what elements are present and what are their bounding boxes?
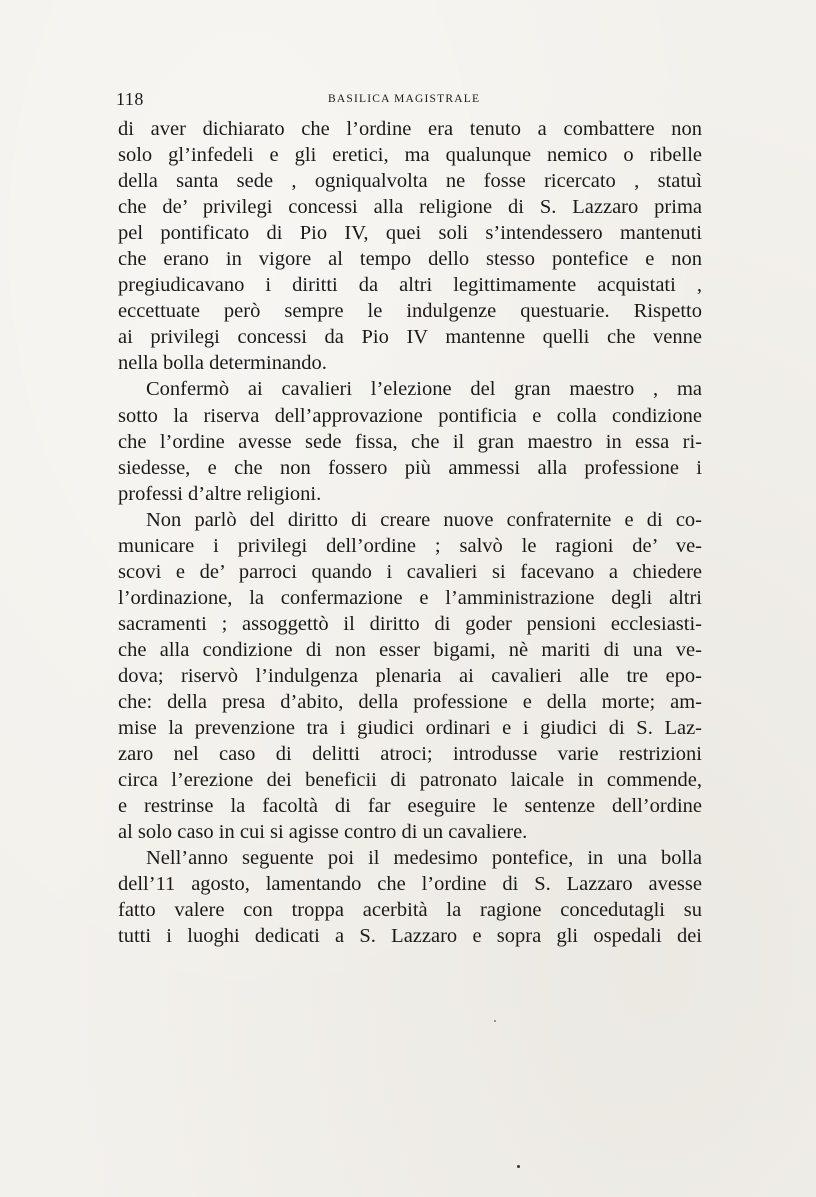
text-line: pregiudicavano i diritti da altri legittimamente acquistati ,: [118, 274, 702, 297]
text-line: mise la prevenzione tra i giudici ordinari e i giudici di S. Laz-: [118, 717, 702, 740]
ink-speck: [494, 1020, 496, 1022]
text-line: solo gl’infedeli e gli eretici, ma qualunque nemico o ribelle: [118, 144, 702, 167]
text-line: che: della presa d’abito, della professione e della morte; am-: [118, 691, 702, 714]
text-line: ai privilegi concessi da Pio IV mantenne quelli che venne: [118, 326, 702, 349]
text-line: sacramenti ; assoggettò il diritto di goder pensioni ecclesiasti-: [118, 612, 702, 635]
text-line: che alla condizione di non esser bigami, nè mariti di una ve-: [118, 638, 702, 661]
page-header: [116, 89, 702, 109]
text-line: dell’11 agosto, lamentando che l’ordine di S. Lazzaro avesse: [118, 873, 702, 896]
text-line: Non parlò del diritto di creare nuove confraternite e di co-: [146, 508, 702, 531]
text-line: circa l’erezione dei beneficii di patronato laicale in commende,: [118, 769, 702, 792]
text-line: dova; riservò l’indulgenza plenaria ai cavalieri alle tre epo-: [118, 664, 702, 687]
running-head: BASILICA MAGISTRALE: [328, 93, 481, 105]
text-line: e restrinse la facoltà di far eseguire le sentenze dell’ordine: [118, 795, 702, 818]
text-line: siedesse, e che non fossero più ammessi alla professione i: [118, 456, 702, 479]
body-text: [118, 116, 702, 950]
text-line: pel pontificato di Pio IV, quei soli s’intendessero mantenuti: [118, 222, 702, 245]
text-line: scovi e de’ parroci quando i cavalieri si facevano a chiedere: [118, 560, 702, 583]
text-line: Nell’anno seguente poi il medesimo pontefice, in una bolla: [146, 847, 702, 870]
ink-speck: [517, 1165, 520, 1168]
text-line: di aver dichiarato che l’ordine era tenuto a combattere non: [118, 118, 702, 140]
text-line: l’ordinazione, la confermazione e l’amministrazione degli altri: [118, 586, 702, 609]
text-line: Confermò ai cavalieri l’elezione del gran maestro , ma: [146, 378, 702, 401]
text-line: che l’ordine avesse sede fissa, che il gran maestro in essa ri-: [118, 430, 702, 453]
text-line: eccettuate però sempre le indulgenze questuarie. Rispetto: [118, 300, 702, 323]
text-line: nella bolla determinando.: [118, 352, 327, 375]
text-line: professi d’altre religioni.: [118, 482, 322, 505]
text-line: che de’ privilegi concessi alla religione di S. Lazzaro prima: [118, 196, 702, 219]
text-line: che erano in vigore al tempo dello stesso pontefice e non: [118, 248, 702, 271]
text-line: tutti i luoghi dedicati a S. Lazzaro e sopra gli ospedali dei: [118, 925, 702, 948]
text-line: al solo caso in cui si agisse contro di un cavaliere.: [118, 821, 528, 844]
text-line: fatto valere con troppa acerbità la ragione concedutagli su: [118, 899, 702, 922]
text-line: zaro nel caso di delitti atroci; introdusse varie restrizioni: [118, 743, 702, 766]
text-line: municare i privilegi dell’ordine ; salvò le ragioni de’ ve-: [118, 534, 702, 557]
text-line: della santa sede , ogniqualvolta ne fosse ricercato , statuì: [118, 170, 702, 193]
page-number: 118: [116, 89, 144, 109]
text-line: sotto la riserva dell’approvazione pontificia e colla condizione: [118, 404, 702, 427]
